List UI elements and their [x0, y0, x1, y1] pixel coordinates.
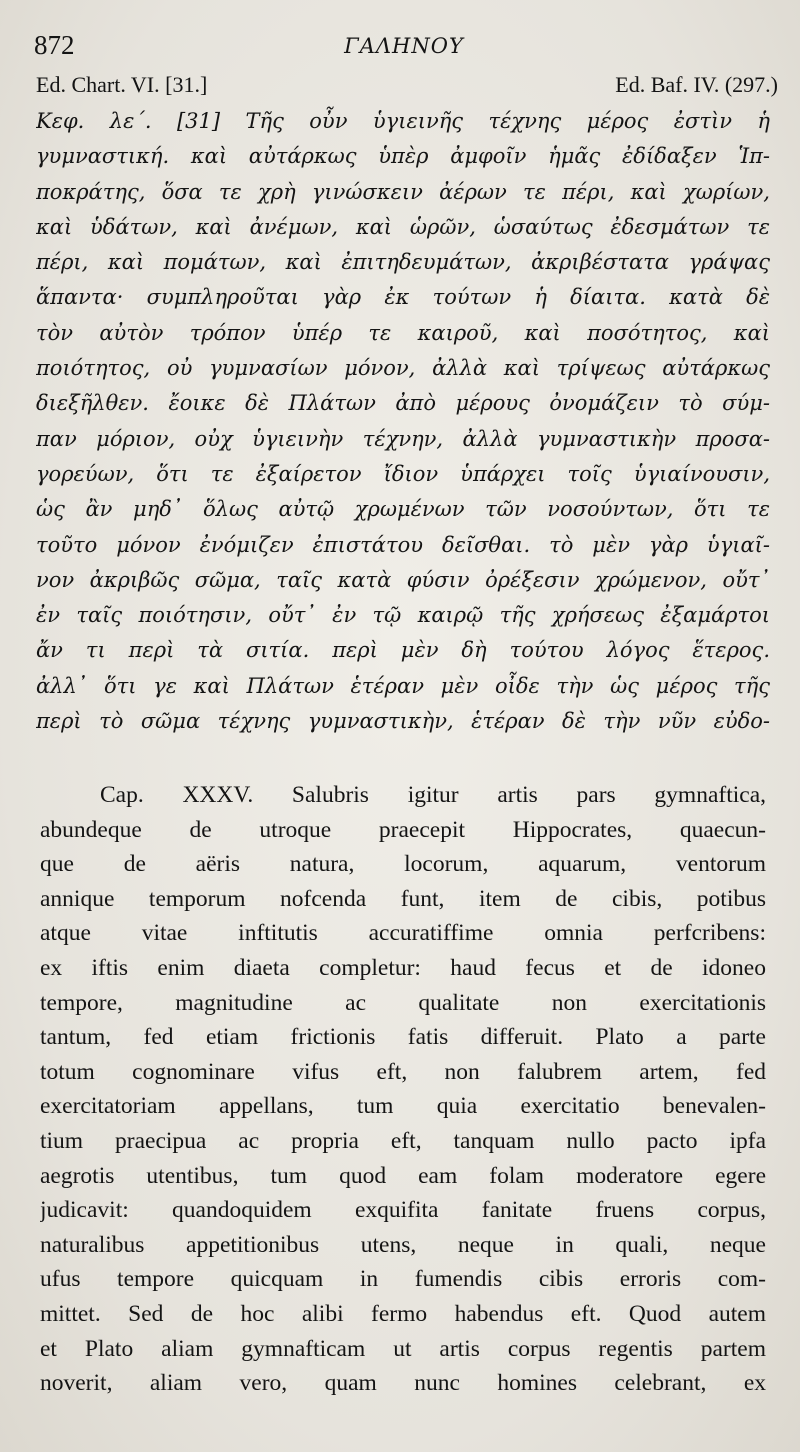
- latin-line: et Plato aliam gymnafticam ut artis corpus regentis partem: [40, 1335, 766, 1362]
- page-header: [34, 30, 774, 66]
- edition-references: [36, 72, 778, 102]
- greek-line: ἀλλ᾽ ὅτι γε καὶ Πλάτων ἑτέραν μὲν οἶδε τὴν ὡς μέρος τῆς: [36, 673, 770, 698]
- greek-line: πέρι, καὶ πομάτων, καὶ ἐπιτηδευμάτων, ἀκριβέστατα γράψας: [36, 250, 770, 275]
- latin-line: annique temporum nofcenda funt, item de cibis, potibus: [40, 885, 766, 912]
- greek-line: τοῦτο μόνον ἐνόμιζεν ἐπιστάτου δεῖσθαι. τὸ μὲν γὰρ ὑγιαῖ-: [36, 532, 770, 557]
- greek-line: γορεύων, ὅτι τε ἐξαίρετον ἴδιον ὑπάρχει τοῖς ὑγιαίνουσιν,: [36, 461, 770, 486]
- greek-text-block: [36, 104, 770, 739]
- latin-line: tantum, fed etiam frictionis fatis differuit. Plato a parte: [40, 1024, 766, 1051]
- greek-line: ποιότητος, οὐ γυμνασίων μόνον, ἀλλὰ καὶ τρίψεως αὐτάρκως: [36, 356, 770, 381]
- latin-line: totum cognominare vifus eft, non falubrem artem, fed: [40, 1058, 766, 1085]
- latin-line: aegrotis utentibus, tum quod eam folam moderatore egere: [40, 1162, 766, 1189]
- edition-ref-chart: Ed. Chart. VI. [31.]: [36, 72, 208, 97]
- latin-line: Cap. XXXV. Salubris igitur artis pars gymnaftica,: [100, 782, 766, 808]
- latin-line: tium praecipua ac propria eft, tanquam nullo pacto ipfa: [40, 1127, 766, 1154]
- greek-line: καὶ ὑδάτων, καὶ ἀνέμων, καὶ ὡρῶν, ὡσαύτως ἐδεσμάτων τε: [36, 214, 770, 239]
- latin-text-block: [40, 778, 766, 1401]
- greek-line: παν μόριον, οὐχ ὑγιεινὴν τέχνην, ἀλλὰ γυμναστικὴν προσα-: [36, 426, 770, 451]
- greek-line: ἅπαντα· συμπληροῦται γὰρ ἐκ τούτων ἡ δίαιτα. κατὰ δὲ: [36, 285, 770, 310]
- greek-line: ἄν τι περὶ τὰ σιτία. περὶ μὲν δὴ τούτου λόγος ἕτερος.: [36, 638, 770, 663]
- latin-line: que de aëris natura, locorum, aquarum, ventorum: [40, 851, 766, 878]
- latin-line: atque vitae inftitutis accuratiffime omnia perfcribens:: [40, 920, 766, 947]
- greek-line: διεξῆλθεν. ἔοικε δὲ Πλάτων ἀπὸ μέρους ὀνομάζειν τὸ σύμ-: [36, 391, 770, 416]
- latin-line: judicavit: quandoquidem exquifita fanitate fruens corpus,: [40, 1197, 766, 1224]
- latin-line: abundeque de utroque praecepit Hippocrates, quaecun-: [40, 816, 766, 843]
- greek-line: γυμναστική. καὶ αὐτάρκως ὑπὲρ ἀμφοῖν ἡμᾶς ἐδίδαξεν Ἱπ-: [36, 144, 770, 169]
- greek-line: τὸν αὐτὸν τρόπον ὑπέρ τε καιροῦ, καὶ ποσότητος, καὶ: [36, 320, 770, 345]
- latin-line: tempore, magnitudine ac qualitate non exercitationis: [40, 989, 766, 1016]
- edition-ref-bas: Ed. Baf. IV. (297.): [615, 72, 778, 97]
- greek-line: νον ἀκριβῶς σῶμα, ταῖς κατὰ φύσιν ὀρέξεσιν χρώμενον, οὔτ᾽: [36, 567, 770, 592]
- greek-line: ποκράτης, ὅσα τε χρὴ γινώσκειν ἀέρων τε πέρι, καὶ χωρίων,: [36, 179, 770, 204]
- greek-line: περὶ τὸ σῶμα τέχνης γυμναστικὴν, ἑτέραν δὲ τὴν νῦν εὐδο-: [36, 709, 770, 734]
- page-number: 872: [34, 30, 75, 60]
- latin-line: ex iftis enim diaeta completur: haud fecus et de idoneo: [40, 954, 766, 981]
- running-head: ΓΑΛΗΝΟΥ: [344, 34, 464, 58]
- latin-line: naturalibus appetitionibus utens, neque in quali, neque: [40, 1231, 766, 1258]
- latin-line: ufus tempore quicquam in fumendis cibis erroris com-: [40, 1266, 766, 1293]
- latin-line: mittet. Sed de hoc alibi fermo habendus eft. Quod autem: [40, 1300, 766, 1327]
- greek-line: ἐν ταῖς ποιότησιν, οὔτ᾽ ἐν τῷ καιρῷ τῆς χρήσεως ἐξαμάρτοι: [36, 603, 770, 628]
- greek-line: ὡς ἂν μηδ᾽ ὅλως αὐτῷ χρωμένων τῶν νοσούντων, ὅτι τε: [36, 497, 770, 522]
- greek-line: Κεφ. λε΄. [31] Τῆς οὖν ὑγιεινῆς τέχνης μέρος ἐστὶν ἡ: [36, 109, 770, 133]
- latin-line: noverit, aliam vero, quam nunc homines celebrant, ex: [40, 1370, 766, 1397]
- latin-line: exercitatoriam appellans, tum quia exercitatio benevalen-: [40, 1093, 766, 1120]
